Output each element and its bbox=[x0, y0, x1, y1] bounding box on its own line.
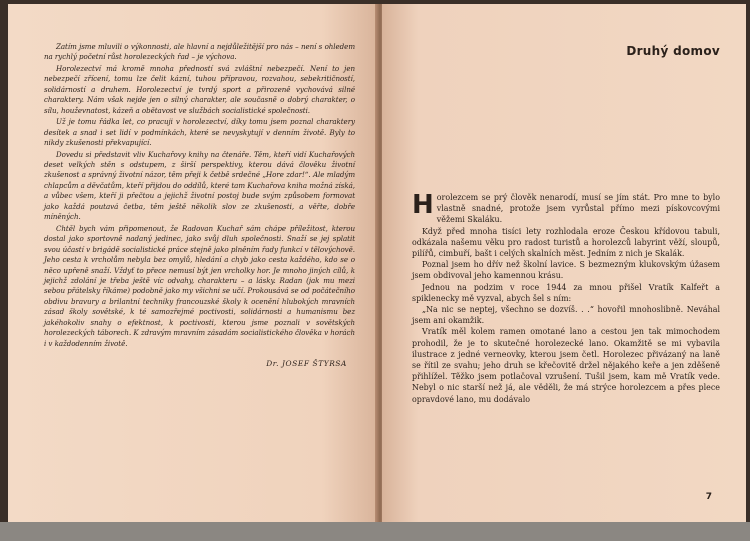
page-number: 7 bbox=[705, 492, 712, 502]
foreword-signature: Dr. JOSEF ŠTYRSA bbox=[266, 359, 347, 369]
right-page bbox=[382, 4, 746, 524]
chapter-body bbox=[412, 192, 720, 405]
foreword-paragraph: Horolezectví má kromě mnoha předností svá zvláštní nebezpečí. Není to jen nebezpečí zřícení, tomu lze čelit kázní, tuhou přípravou, rozvahou, sebekritičností, solidárností a druhem. Horolezectví je tvrdý sport a přirozeně vychovává silné charaktery. Nám však nejde jen o silný charakter, ale současně o dobrý charakter, o sílu, houževnatost, kázeň a obětavost ve službách socialistické společnosti. bbox=[44, 63, 355, 115]
chapter-paragraph: Vratík měl kolem ramen omotané lano a cestou jen tak mimochodem prohodil, že je to skutečné horolezecké lano. Okamžitě se mi vybavila ilustrace z jedné verneovky, kterou jsem četl. Horolezec přivázaný na laně se řítil ze svahu; jeho druh se křečovitě držel nějakého keře a jen zděšeně přihlížel. Těžko jsem potlačoval vzrušení. Tušil jsem, kam mě Vratík vede. Nebyl o nic starší než já, ale věděli, že má strýce horolezcem a přes plece opravdové lano, mu dodávalo bbox=[412, 327, 720, 404]
foreword-text bbox=[44, 42, 355, 349]
foreword-paragraph: Zatím jsme mluvili o výkonnosti, ale hlavní a nejdůležitější pro nás – není s ohledem na rychlý početní růst horolezeckých řad – je výchova. bbox=[44, 42, 355, 62]
chapter-first-paragraph bbox=[412, 192, 720, 226]
chapter-paragraph: Jednou na podzim v roce 1944 za mnou přišel Vratík Kalfeřt a spiklenecky mě vyzval, abych šel s ním: bbox=[412, 282, 720, 303]
book-bottom-edge bbox=[0, 522, 750, 541]
foreword-paragraph: Dovedu si představit vliv Kuchařovy knihy na čtenáře. Těm, kteří vidí Kuchařových deset velkých stěn s odstupem, z širší perspektivy, kterou dává člověku životní zkušenost a správný životní názor, těm přeji k četbě srdečné „Hore zdar!“. Ale mladým chlapcům a děvčatům, kteří přijdou do oddílů, které tam Kuchařova kniha možná získá, a vůbec všem, kteří ji přečtou a jejichž životní postoj bude svým způsobem formovat jako každá poutavá četba, těm ještě několik slov ze zkušenosti, a věřte, dobře míněných. bbox=[44, 149, 355, 222]
drop-cap: H bbox=[412, 190, 434, 220]
chapter-title: Druhý domov bbox=[626, 44, 720, 58]
chapter-paragraph: „Na nic se neptej, všechno se dozvíš. . .“ hovořil mnohoslibně. Neváhal jsem ani okamžik. bbox=[412, 305, 720, 326]
left-page bbox=[8, 4, 377, 524]
first-paragraph-text: orolezcem se prý člověk nenarodí, musí se jím stát. Pro mne to bylo vlastně snadné, protože jsem vyrůstal přímo mezi pískovcovými věžemi Skaláku. bbox=[436, 193, 720, 225]
chapter-paragraph: Když před mnoha tisíci lety rozhlodala eroze Českou křídovou tabuli, odkázala našemu věku pro radost turistů a horolezců labyrint věží, sloupů, pilířů, cimbuří, bašt i celých skalních měst. Jedním z nich je Skalák. bbox=[412, 226, 720, 259]
chapter-paragraph: Poznal jsem ho dřív než školní lavice. S bezmezným klukovským úžasem jsem obdivoval jeho kamennou krásu. bbox=[412, 260, 720, 281]
foreword-paragraph: Chtěl bych vám připomenout, že Radovan Kuchař sám chápe příležitost, kterou dostal jako sportovně nadaný jedinec, jako svůj dluh společnosti. Snaží se jej splatit svou účastí v brigádě socialistické práce stejně jako plněním řady funkcí v tělovýchově. Jeho cesta k vrcholům nebyla bez omylů, hledání a chyb jako cesta každého, kdo se o něco upřeně snaží. Vždyť to přece nemusí být jen vrcholky hor. Je mnoho jiných cílů, k jejichž zdolání je třeba ještě víc odvahy, charakteru – a lásky. Radan (jak mu mezi sebou přátelsky říkáme) podobně jako my všichni se učí. Prokousává se od počátečního obdivu bravury a brilantní techniky francouzské školy k ocenění hlubokých mravních zásad školy sovětské, k té samozřejmé poctivosti, solidárnosti a humanismu bez jakéhokoliv snahy o efektnost, k poctivosti, kterou jsme poznali v sovětských horolezeckých táborech. K zdravým mravním zásadám socialistického člověka v horách i v každodenním životě. bbox=[44, 223, 355, 348]
foreword-paragraph: Už je tomu řádka let, co pracuji v horolezectví, díky tomu jsem poznal charaktery desítek a snad i set lidí v podmínkách, které se nevyskytují v denním životě. Byly to nikdy zkušenosti překvapující. bbox=[44, 117, 355, 148]
